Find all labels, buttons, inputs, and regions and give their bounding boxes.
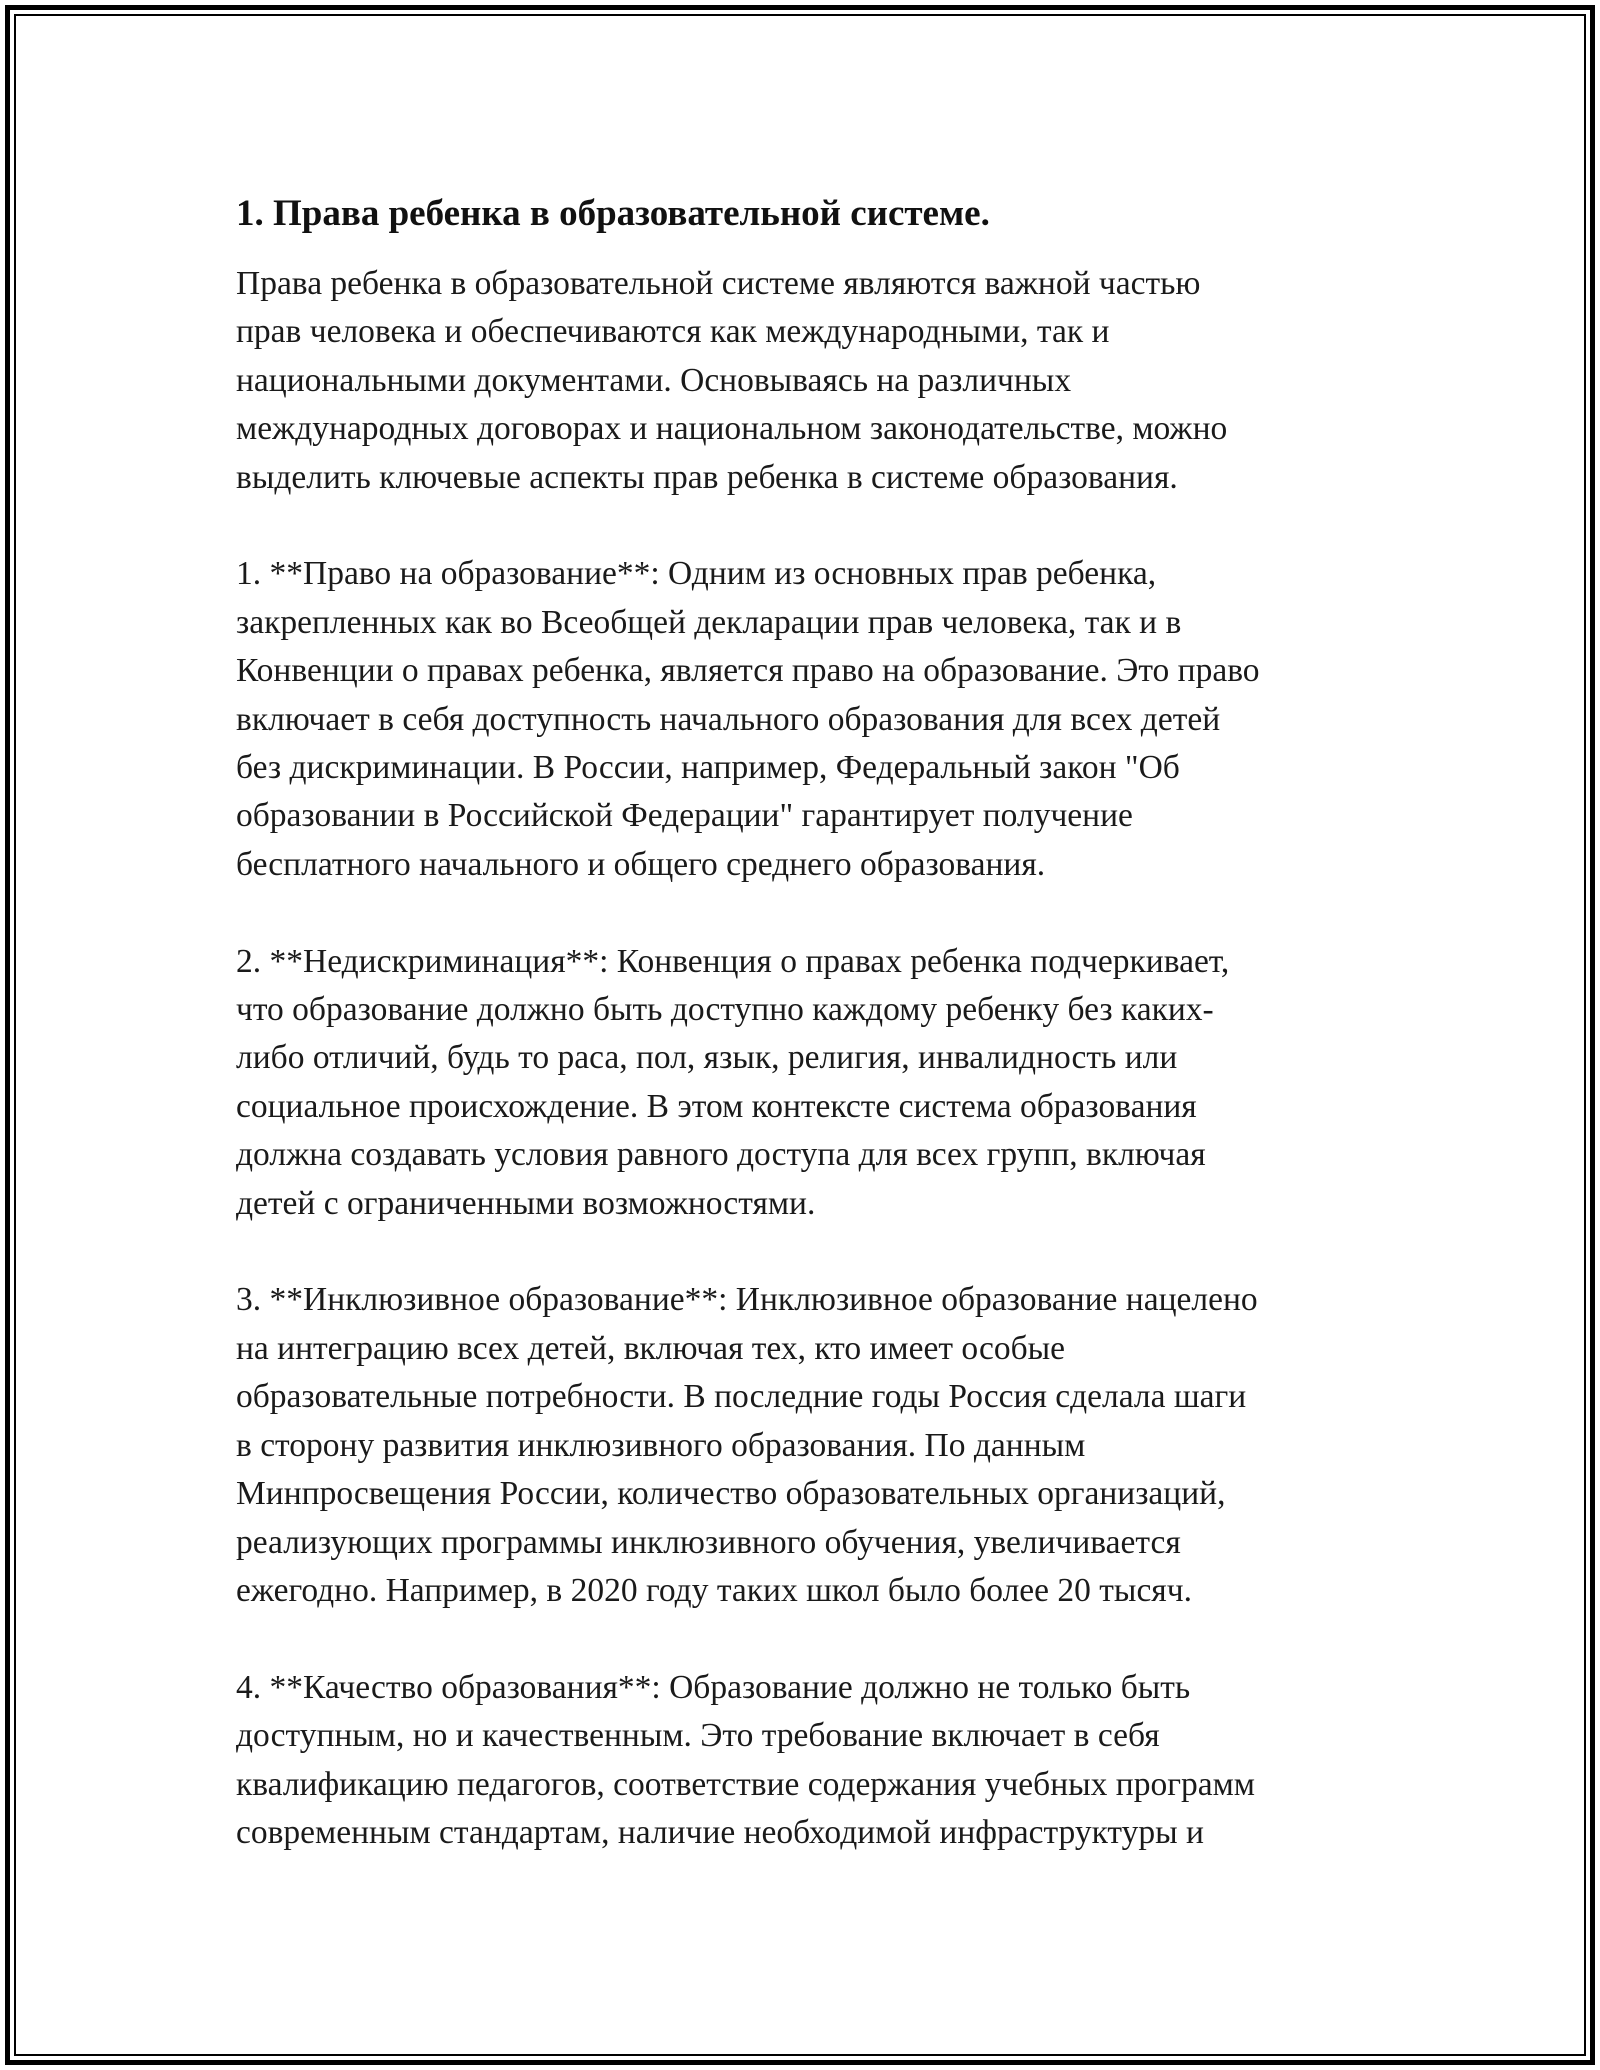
text-line: квалификацию педагогов, соответствие содержания учебных программ — [236, 1765, 1255, 1803]
text-line: на интеграцию всех детей, включая тех, кто имеет особые — [236, 1329, 1065, 1367]
text-line: либо отличий, будь то раса, пол, язык, религия, инвалидность или — [236, 1039, 1178, 1077]
text-line: доступным, но и качественным. Это требование включает в себя — [236, 1717, 1160, 1755]
text-line: реализующих программы инклюзивного обучения, увеличивается — [236, 1523, 1181, 1561]
text-line: включает в себя доступность начального образования для всех детей — [236, 700, 1221, 738]
text-line: закрепленных как во Всеобщей декларации прав человека, так и в — [236, 603, 1182, 641]
text-line: международных договорах и национальном законодательстве, можно — [236, 410, 1228, 448]
list-item-right-to-education — [236, 550, 1366, 889]
text-line: ежегодно. Например, в 2020 году таких школ было более 20 тысяч. — [236, 1571, 1192, 1609]
list-item-education-quality — [236, 1664, 1366, 1858]
text-line: Права ребенка в образовательной системе являются важной частью — [236, 265, 1201, 302]
list-item-inclusive-education — [236, 1276, 1366, 1615]
text-line: образовательные потребности. В последние годы Россия сделала шаги — [236, 1378, 1247, 1416]
text-line: социальное происхождение. В этом контексте система образования — [236, 1087, 1197, 1125]
text-line: образовании в Российской Федерации" гарантирует получение — [236, 797, 1133, 835]
text-line: выделить ключевые аспекты прав ребенка в системе образования. — [236, 458, 1178, 496]
text-line: современным стандартам, наличие необходимой инфраструктуры и — [236, 1813, 1204, 1851]
text-line: должна создавать условия равного доступа для всех групп, включая — [236, 1136, 1206, 1174]
text-line: 1. **Право на образование**: Одним из основных прав ребенка, — [236, 555, 1157, 593]
text-line: 2. **Недискриминация**: Конвенция о правах ребенка подчеркивает, — [236, 942, 1230, 980]
text-line: 3. **Инклюзивное образование**: Инклюзивное образование нацелено — [236, 1281, 1258, 1319]
text-line: без дискриминации. В России, например, Федеральный закон "Об — [236, 749, 1180, 787]
document-body — [236, 190, 1366, 1906]
text-line: Минпросвещения России, количество образовательных организаций, — [236, 1475, 1226, 1513]
text-line: 4. **Качество образования**: Образование должно не только быть — [236, 1668, 1191, 1706]
text-line: национальными документами. Основываясь на различных — [236, 361, 1072, 399]
text-line: детей с ограниченными возможностями. — [236, 1184, 816, 1222]
list-item-non-discrimination — [236, 938, 1366, 1228]
text-line: Конвенции о правах ребенка, является право на образование. Это право — [236, 652, 1260, 690]
section-heading: 1. Права ребенка в образовательной системе. — [236, 193, 990, 234]
text-line: бесплатного начального и общего среднего образования. — [236, 845, 1046, 883]
intro-paragraph — [236, 260, 1366, 502]
text-line: что образование должно быть доступно каждому ребенку без каких- — [236, 991, 1214, 1029]
text-line: в сторону развития инклюзивного образования. По данным — [236, 1426, 1086, 1464]
text-line: прав человека и обеспечиваются как международными, так и — [236, 313, 1110, 351]
